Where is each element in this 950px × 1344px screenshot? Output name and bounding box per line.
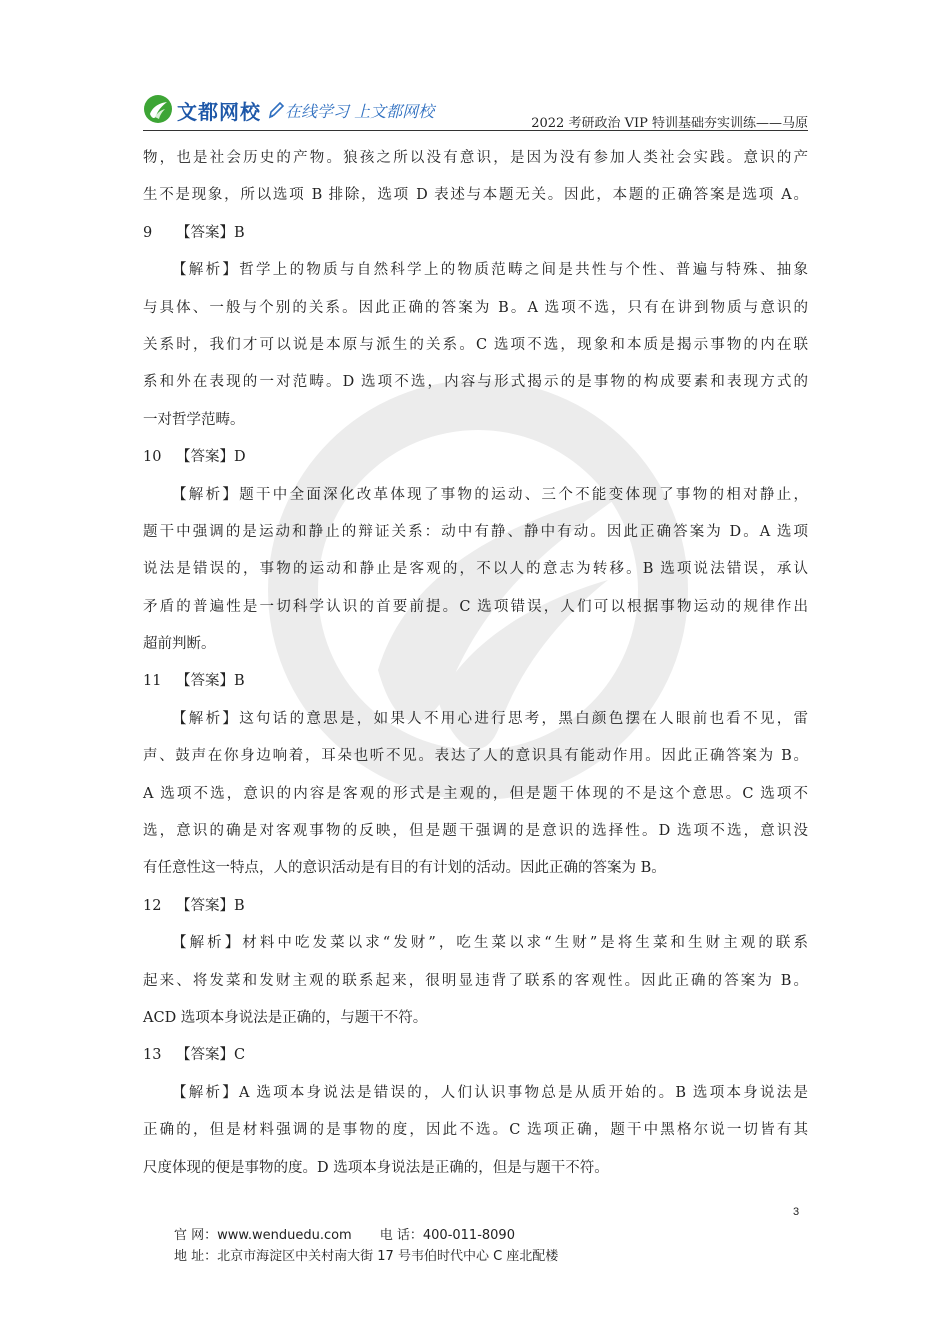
answer-line: [143, 888, 808, 925]
text-line: 物，也是社会历史的产物。狼孩之所以没有意识，是因为没有参加人类社会实践。意识的产: [143, 150, 808, 166]
answer-line: [143, 663, 808, 700]
website-link[interactable]: www.wenduedu.com: [217, 1228, 352, 1243]
answer-label: 【答案】D: [176, 449, 246, 466]
answer-line: [143, 215, 808, 252]
analysis-line: 一对哲学范畴。: [143, 411, 245, 428]
analysis-line: 声、鼓声在你身边响着，耳朵也听不见。表达了人的意识具有能动作用。因此正确答案为 B。: [143, 748, 808, 765]
analysis-line: 尺度体现的便是事物的度。D 选项本身说法是正确的，但是与题干不符。: [143, 1159, 609, 1176]
logo-text: 文都网校: [177, 100, 261, 124]
analysis-line: 有任意性这一特点，人的意识活动是有目的有计划的活动。因此正确的答案为 B。: [143, 860, 666, 877]
footer-contact-row: [174, 1225, 558, 1246]
question-number: 9: [143, 224, 153, 241]
answer-label: 【答案】B: [176, 897, 245, 914]
analysis-line: 题干中强调的是运动和静止的辩证关系：动中有静、静中有动。因此正确答案为 D。A 选项: [143, 523, 808, 540]
text-line: 生不是现象，所以选项 B 排除，选项 D 表述与本题无关。因此，本题的正确答案是选项 A。: [143, 187, 808, 204]
wendu-logo-icon: [143, 94, 173, 124]
question-number: 11: [143, 673, 162, 690]
analysis-line: ACD 选项本身说法是正确的，与题干不符。: [143, 1009, 428, 1026]
question-number: 13: [143, 1047, 162, 1064]
analysis-line: 说法是错误的，事物的运动和静止是客观的，不以人的意志为转移。B 选项说法错误，承认: [143, 561, 808, 578]
website-label: 官 网：: [174, 1228, 218, 1243]
analysis-line: 起来、将发菜和发财主观的联系起来，很明显违背了联系的客观性。因此正确的答案为 B。: [143, 972, 808, 989]
pen-icon: [267, 100, 285, 120]
question-number: 12: [143, 897, 162, 914]
analysis-line: 关系时，我们才可以说是本原与派生的关系。C 选项不选，现象和本质是揭示事物的内在联: [143, 336, 808, 353]
analysis-line: 【解析】题干中全面深化改革体现了事物的运动、三个不能变体现了事物的相对静止，: [172, 486, 808, 503]
document-title: 2022 考研政治 VIP 特训基础夯实训练——马原: [531, 116, 808, 131]
address-label: 地 址：: [174, 1249, 218, 1264]
question-number: 10: [143, 449, 162, 466]
analysis-line: 选，意识的确是对客观事物的反映，但是题干强调的是意识的选择性。D 选项不选，意识没: [143, 823, 808, 840]
analysis-line: 超前判断。: [143, 636, 216, 653]
footer-address-row: [174, 1246, 558, 1267]
analysis-line: 【解析】这句话的意思是，如果人不用心进行思考，黑白颜色摆在人眼前也看不见，雷: [172, 710, 808, 727]
answer-line: [143, 1037, 808, 1074]
analysis-line: 系和外在表现的一对范畴。D 选项不选，内容与形式揭示的是事物的构成要素和表现方式的: [143, 374, 808, 391]
analysis-line: 与具体、一般与个别的关系。因此正确的答案为 B。A 选项不选，只有在讲到物质与意识的: [143, 299, 808, 316]
analysis-line: A 选项不选，意识的内容是客观的形式是主观的，但是题干体现的不是这个意思。C 选项不: [143, 785, 808, 802]
answer-label: 【答案】C: [176, 1047, 246, 1064]
page-header: [143, 90, 808, 132]
page-footer: [174, 1225, 558, 1267]
analysis-line: 【解析】材料中吃发菜以求“发财”，吃生菜以求“生财”是将生菜和生财主观的联系: [172, 935, 808, 952]
answer-line: [143, 439, 808, 476]
document-body: [143, 140, 808, 1187]
analysis-line: 【解析】哲学上的物质与自然科学上的物质范畴之间是共性与个性、普遍与特殊、抽象: [172, 262, 808, 279]
analysis-line: 正确的，但是材料强调的是事物的度，因此不选。C 选项正确，题干中黑格尔说一切皆有其: [143, 1122, 808, 1139]
answer-label: 【答案】B: [176, 224, 245, 241]
analysis-line: 矛盾的普遍性是一切科学认识的首要前提。C 选项错误，人们可以根据事物运动的规律作出: [143, 598, 808, 615]
phone-number: 400-011-8090: [422, 1228, 515, 1243]
address-text: 北京市海淀区中关村南大街 17 号韦伯时代中心 C 座北配楼: [217, 1249, 559, 1264]
slogan: 在线学习 上文都网校: [285, 102, 435, 121]
answer-label: 【答案】B: [176, 673, 245, 690]
page-number: 3: [793, 1206, 800, 1218]
phone-label: 电 话：: [379, 1228, 423, 1243]
header-divider: [143, 130, 808, 131]
analysis-line: 【解析】A 选项本身说法是错误的，人们认识事物总是从质开始的。B 选项本身说法是: [172, 1084, 808, 1101]
